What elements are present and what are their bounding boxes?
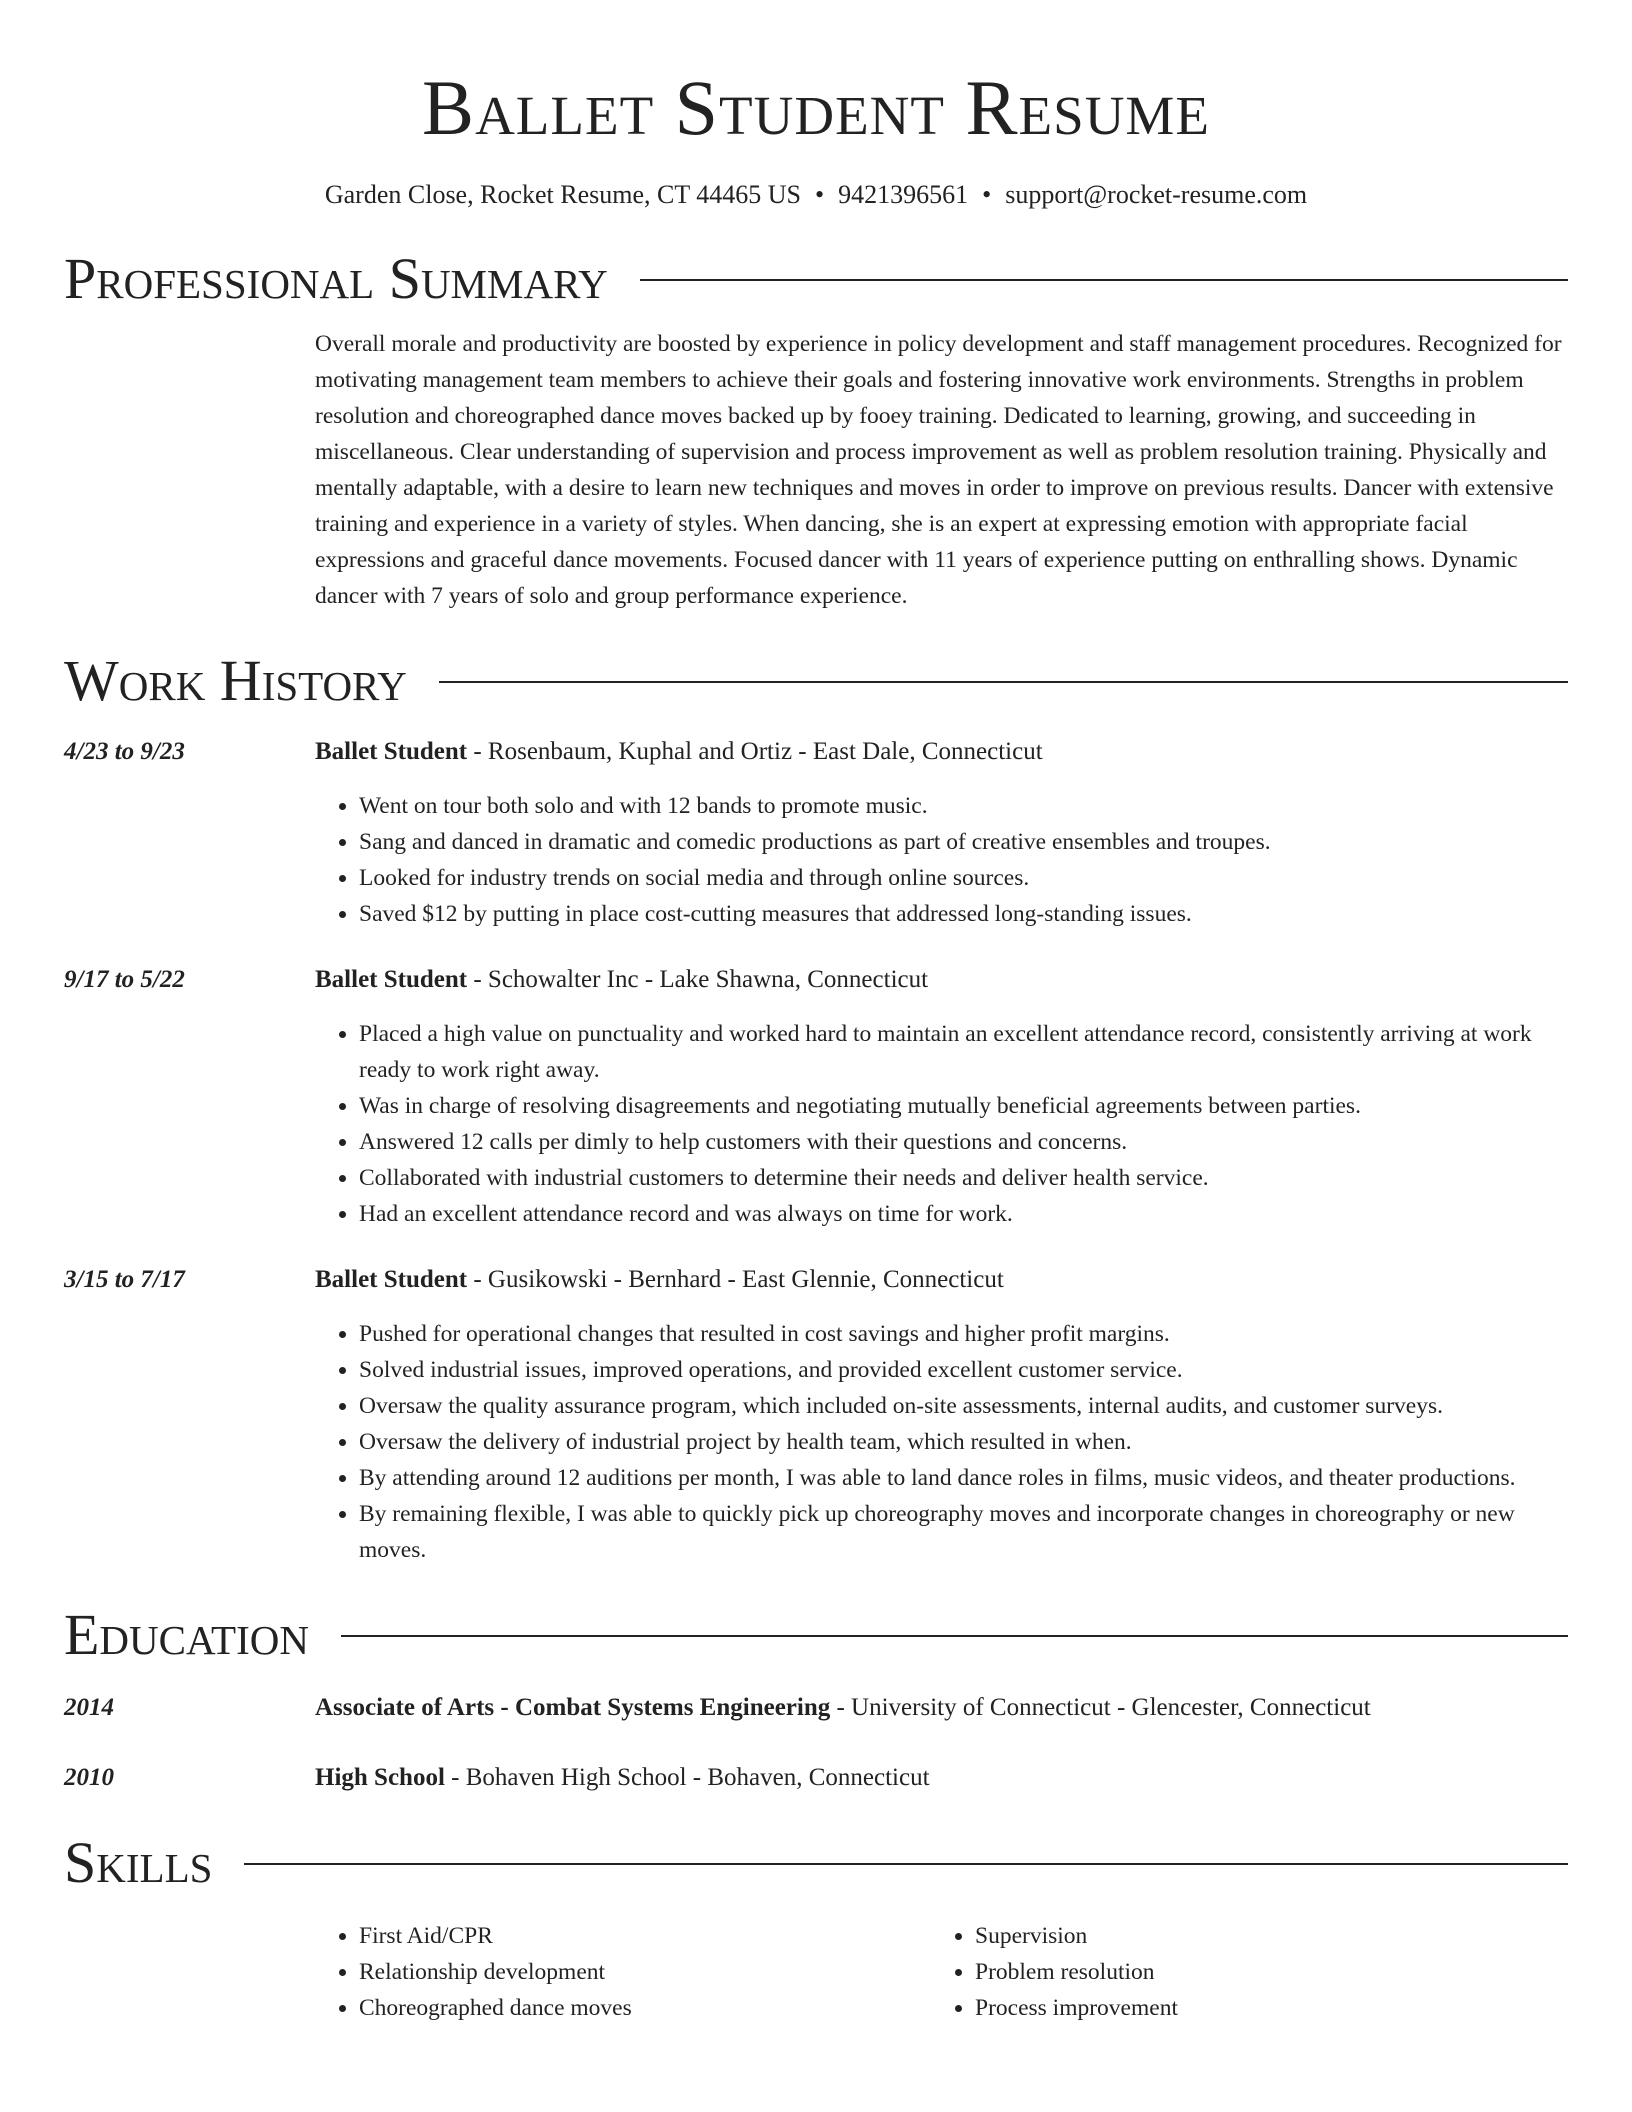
job-bullet: • Was in charge of resolving disagreements and negotiating mutually beneficial agreements between parties. xyxy=(359,1088,1568,1124)
skills-heading: Skills xyxy=(64,1830,213,1895)
education-entry xyxy=(64,1690,1568,1726)
contact-separator: • xyxy=(815,180,825,209)
education-entry xyxy=(64,1760,1568,1796)
job-bullets xyxy=(315,1316,1568,1568)
job-bullets xyxy=(315,1016,1568,1232)
job-entry xyxy=(64,962,1568,1232)
education-section-header xyxy=(64,1602,1568,1668)
section-divider xyxy=(640,279,1568,281)
contact-phone: 9421396561 xyxy=(838,180,969,209)
job-body xyxy=(315,734,1568,932)
job-bullet: • Answered 12 calls per dimly to help customers with their questions and concerns. xyxy=(359,1124,1568,1160)
education-year: 2014 xyxy=(64,1694,114,1721)
education-details xyxy=(315,1690,1371,1726)
contact-separator: • xyxy=(982,180,992,209)
skill-item: • Problem resolution xyxy=(975,1954,1547,1990)
skills-column-left xyxy=(315,1918,931,2026)
skill-item: • Process improvement xyxy=(975,1990,1547,2026)
education-heading: Education xyxy=(64,1602,309,1667)
job-bullets xyxy=(315,788,1568,932)
skills-list xyxy=(315,1918,1568,2026)
job-bullet: • By attending around 12 auditions per month, I was able to land dance roles in films, music videos, and theater productions. xyxy=(359,1460,1568,1496)
job-entry xyxy=(64,734,1568,932)
work-heading: Work History xyxy=(64,648,407,713)
job-title: Ballet Student xyxy=(315,738,468,765)
job-dates: 9/17 to 5/22 xyxy=(64,966,185,993)
contact-line xyxy=(64,178,1568,212)
job-body xyxy=(315,1262,1568,1568)
section-divider xyxy=(341,1635,1568,1637)
job-details: - Rosenbaum, Kuphal and Ortiz - East Dale, Connecticut xyxy=(467,738,1043,765)
job-bullet: • Pushed for operational changes that resulted in cost savings and higher profit margins. xyxy=(359,1316,1568,1352)
job-dates: 4/23 to 9/23 xyxy=(64,738,185,765)
education-school: - University of Connecticut - Glencester, Connecticut xyxy=(830,1694,1371,1721)
job-bullet: • Saved $12 by putting in place cost-cutting measures that addressed long-standing issues. xyxy=(359,896,1568,932)
job-bullet: • Had an excellent attendance record and was always on time for work. xyxy=(359,1196,1568,1232)
job-details: - Gusikowski - Bernhard - East Glennie, Connecticut xyxy=(467,1266,1004,1293)
job-title: Ballet Student xyxy=(315,1266,468,1293)
job-bullet: • Went on tour both solo and with 12 bands to promote music. xyxy=(359,788,1568,824)
skill-item: • Relationship development xyxy=(359,1954,931,1990)
job-bullet: • Placed a high value on punctuality and worked hard to maintain an excellent attendance record, consistently arriving at work ready to work right away. xyxy=(359,1016,1568,1088)
job-details: - Schowalter Inc - Lake Shawna, Connecticut xyxy=(467,966,929,993)
job-dates: 3/15 to 7/17 xyxy=(64,1266,185,1293)
education-school: - Bohaven High School - Bohaven, Connecticut xyxy=(444,1764,930,1791)
resume-title: Ballet Student Resume xyxy=(422,64,1210,151)
job-bullet: • Sang and danced in dramatic and comedic productions as part of creative ensembles and troupes. xyxy=(359,824,1568,860)
job-bullet: • By remaining flexible, I was able to quickly pick up choreography moves and incorporate changes in choreography or new moves. xyxy=(359,1496,1568,1568)
contact-email: support@rocket-resume.com xyxy=(1005,180,1308,209)
job-bullet: • Collaborated with industrial customers to determine their needs and deliver health service. xyxy=(359,1160,1568,1196)
skills-section-header xyxy=(64,1830,1568,1896)
summary-heading: Professional Summary xyxy=(64,246,608,311)
section-divider xyxy=(439,681,1568,683)
education-degree: High School xyxy=(315,1764,445,1791)
education-details xyxy=(315,1760,930,1796)
skill-item: • First Aid/CPR xyxy=(359,1918,931,1954)
summary-text: Overall morale and productivity are boosted by experience in policy development and staff management procedures. Recognized for motivating management team members to achieve their goals and fostering innovative work environments. Strengths in problem resolution and choreographed dance moves backed up by fooey training. Dedicated to learning, growing, and succeeding in miscellaneous. Clear understanding of supervision and process improvement as well as problem resolution training. Physically and mentally adaptable, with a desire to learn new techniques and moves in order to improve on previous results. Dancer with extensive training and experience in a variety of styles. When dancing, she is an expert at expressing emotion with appropriate facial expressions and graceful dance movements. Focused dancer with 11 years of experience putting on enthralling shows. Dynamic dancer with 7 years of solo and group performance experience. xyxy=(315,331,1562,609)
resume-page xyxy=(64,0,1568,2026)
education-degree: Associate of Arts - Combat Systems Engineering xyxy=(315,1694,831,1721)
job-header xyxy=(315,962,1568,998)
job-header xyxy=(315,1262,1568,1298)
section-divider xyxy=(244,1863,1568,1865)
skill-item: • Supervision xyxy=(975,1918,1547,1954)
skills-column-right xyxy=(931,1918,1547,2026)
job-title: Ballet Student xyxy=(315,966,468,993)
job-bullet: • Oversaw the quality assurance program, which included on-site assessments, internal audits, and customer surveys. xyxy=(359,1388,1568,1424)
work-section-header xyxy=(64,648,1568,714)
contact-address: Garden Close, Rocket Resume, CT 44465 US xyxy=(324,180,801,209)
job-entry xyxy=(64,1262,1568,1568)
job-bullet: • Oversaw the delivery of industrial project by health team, which resulted in when. xyxy=(359,1424,1568,1460)
education-year: 2010 xyxy=(64,1764,114,1791)
job-body xyxy=(315,962,1568,1232)
job-bullet: • Solved industrial issues, improved operations, and provided excellent customer service. xyxy=(359,1352,1568,1388)
job-header xyxy=(315,734,1568,770)
summary-section-header xyxy=(64,246,1568,312)
skill-item: • Choreographed dance moves xyxy=(359,1990,931,2026)
job-bullet: • Looked for industry trends on social media and through online sources. xyxy=(359,860,1568,896)
